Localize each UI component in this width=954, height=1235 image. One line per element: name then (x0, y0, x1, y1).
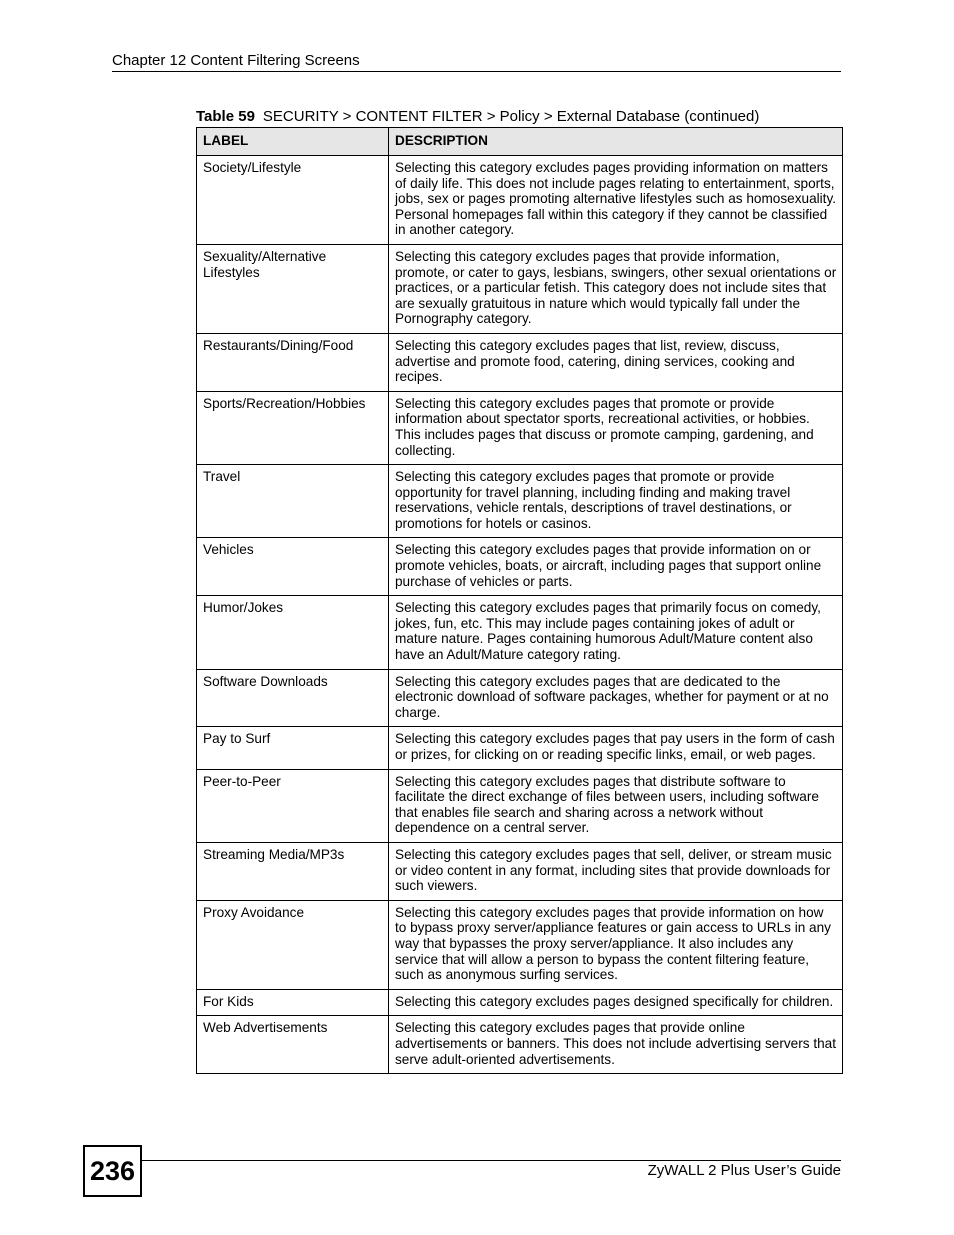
guide-title: ZyWALL 2 Plus User’s Guide (647, 1162, 841, 1179)
table-row (197, 669, 843, 727)
table-row (197, 842, 843, 900)
row-description: Selecting this category excludes pages that sell, deliver, or stream music or video content in any format, including sites that provide downloads for such viewers. (389, 842, 843, 900)
column-header-label: LABEL (197, 128, 389, 156)
category-table (196, 127, 843, 1074)
table-caption-label: Table 59 (196, 108, 255, 125)
row-label: Sexuality/Alternative Lifestyles (197, 244, 389, 333)
table-row (197, 538, 843, 596)
table-row (197, 1016, 843, 1074)
row-label: Vehicles (197, 538, 389, 596)
row-description: Selecting this category excludes pages that distribute software to facilitate the direct exchange of files between users, including software that enables file search and sharing across a network without dependence on a central server. (389, 769, 843, 842)
footer-divider (140, 1160, 841, 1161)
table-row (197, 900, 843, 989)
row-description: Selecting this category excludes pages that list, review, discuss, advertise and promote food, catering, dining services, cooking and recipes. (389, 333, 843, 391)
row-label: Proxy Avoidance (197, 900, 389, 989)
row-label: For Kids (197, 989, 389, 1016)
table-row (197, 156, 843, 245)
row-description: Selecting this category excludes pages that provide information on how to bypass proxy server/appliance features or gain access to URLs in any way that bypasses the proxy server/appliance. It also includes any service that will allow a person to bypass the content filtering feature, such as anonymous surfing services. (389, 900, 843, 989)
row-label: Peer-to-Peer (197, 769, 389, 842)
row-description: Selecting this category excludes pages designed specifically for children. (389, 989, 843, 1016)
row-description: Selecting this category excludes pages that pay users in the form of cash or prizes, for clicking on or reading specific links, email, or web pages. (389, 727, 843, 769)
table-body (197, 156, 843, 1074)
header-divider (112, 71, 841, 72)
table-row (197, 727, 843, 769)
chapter-header: Chapter 12 Content Filtering Screens (112, 52, 360, 69)
row-label: Web Advertisements (197, 1016, 389, 1074)
table-row (197, 333, 843, 391)
row-label: Travel (197, 465, 389, 538)
row-description: Selecting this category excludes pages that primarily focus on comedy, jokes, fun, etc. This may include pages containing jokes of adult or mature nature. Pages containing humorous Adult/Mature content also have an Adult/Mature category rating. (389, 596, 843, 669)
row-label: Restaurants/Dining/Food (197, 333, 389, 391)
table-row (197, 596, 843, 669)
row-description: Selecting this category excludes pages that provide online advertisements or banners. This does not include advertising servers that serve adult-oriented advertisements. (389, 1016, 843, 1074)
table-row (197, 989, 843, 1016)
table-row (197, 391, 843, 464)
row-label: Pay to Surf (197, 727, 389, 769)
row-description: Selecting this category excludes pages that promote or provide opportunity for travel planning, including finding and making travel reservations, vehicle rentals, descriptions of travel destinations, or promotions for hotels or casinos. (389, 465, 843, 538)
row-label: Streaming Media/MP3s (197, 842, 389, 900)
row-description: Selecting this category excludes pages that provide information on or promote vehicles, boats, or aircraft, including pages that support online purchase of vehicles or parts. (389, 538, 843, 596)
table-caption (196, 108, 841, 126)
row-description: Selecting this category excludes pages that provide information, promote, or cater to gays, lesbians, swingers, other sexual orientations or practices, or a particular fetish. This category does not include sites that are sexually gratuitous in nature which would typically fall under the Pornography category. (389, 244, 843, 333)
column-header-description: DESCRIPTION (389, 128, 843, 156)
table-header-row (197, 128, 843, 156)
row-label: Sports/Recreation/Hobbies (197, 391, 389, 464)
row-description: Selecting this category excludes pages that promote or provide information about spectator sports, recreational activities, or hobbies. This includes pages that discuss or promote camping, gardening, and collecting. (389, 391, 843, 464)
table-caption-text: SECURITY > CONTENT FILTER > Policy > External Database (continued) (262, 108, 760, 125)
table-row (197, 769, 843, 842)
table-row (197, 244, 843, 333)
table-row (197, 465, 843, 538)
row-description: Selecting this category excludes pages providing information on matters of daily life. This does not include pages relating to entertainment, sports, jobs, sex or pages promoting alternative lifestyles such as homosexuality. Personal homepages fall within this category if they cannot be classified in another category. (389, 156, 843, 245)
row-description: Selecting this category excludes pages that are dedicated to the electronic download of software packages, whether for payment or at no charge. (389, 669, 843, 727)
row-label: Humor/Jokes (197, 596, 389, 669)
row-label: Software Downloads (197, 669, 389, 727)
page-number: 236 (83, 1145, 142, 1197)
row-label: Society/Lifestyle (197, 156, 389, 245)
